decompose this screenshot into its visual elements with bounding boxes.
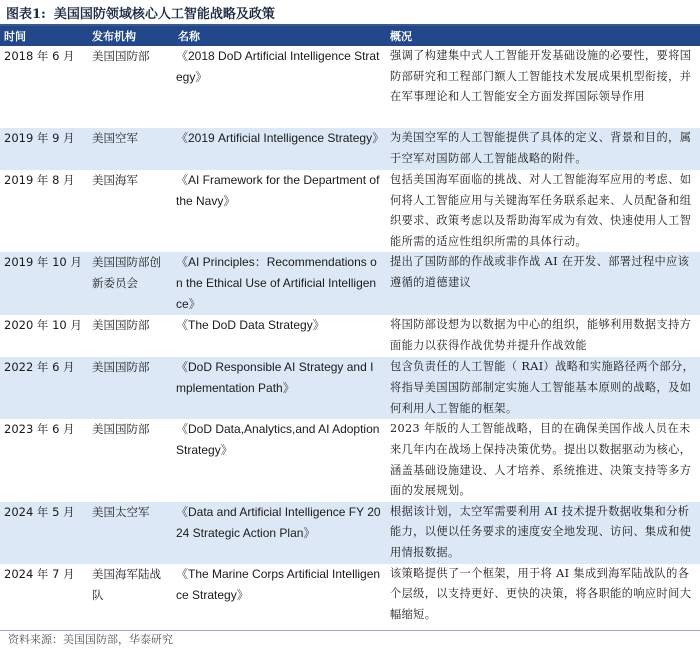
figure-title-bar	[0, 0, 700, 26]
row-time: 2023 年 6 月	[4, 422, 75, 437]
row-desc: 该策略提供了一个框架，用于将 AI 集成到海军陆战队的各个层级，以支持更好、更快的决策，将各职能的响应时间大幅缩短。	[390, 566, 692, 621]
source-note: 资料来源：美国国防部，华泰研究	[0, 630, 700, 649]
row-desc: 包含负责任的人工智能（ RAI）战略和实施路径两个部分，将指导美国国防部制定实施人工智能基本原则的战略，及如何利用人工智能的框架。	[390, 360, 695, 415]
row-org: 美国国防部	[92, 49, 150, 63]
row-time: 2024 年 5 月	[4, 504, 75, 519]
table-row	[0, 564, 700, 626]
figure-title: 美国国防领域核心人工智能战略及政策	[53, 6, 275, 22]
row-org: 美国海军	[92, 173, 138, 187]
table-row	[0, 170, 700, 252]
row-name: 《2018 DoD Artificial Intelligence Strategy》	[176, 49, 380, 84]
row-name: 《DoD Data,Analytics,and AI Adoption Strategy》	[176, 422, 380, 458]
row-org: 美国国防部	[92, 422, 150, 437]
row-desc: 强调了构建集中式人工智能开发基础设施的必要性，要将国防部研究和工程部门额人工智能技术发展成果机型衔接，并在军事理论和人工智能安全方面发挥国际领导作用	[390, 49, 692, 104]
row-time: 2022 年 6 月	[4, 360, 75, 375]
table-header-row	[0, 26, 700, 46]
header-time: 时间	[4, 30, 26, 43]
table-row	[0, 419, 700, 501]
row-desc: 为美国空军的人工智能提供了具体的定义、背景和目的，属于空军对国防部人工智能战略的附件。	[390, 131, 692, 165]
row-name: 《2019 Artificial Intelligence Strategy》	[176, 131, 385, 145]
row-name: 《Data and Artificial Intelligence FY 2024 Strategic Action Plan》	[176, 504, 381, 540]
header-name: 名称	[178, 30, 200, 43]
header-org: 发布机构	[92, 30, 136, 43]
row-org: 美国空军	[92, 131, 138, 145]
table-row	[0, 46, 700, 128]
row-name: 《AI Principles：Recommendations on the Ethical Use of Artificial Intelligence》	[176, 255, 377, 312]
table-row	[0, 502, 700, 564]
row-time: 2019 年 8 月	[4, 173, 75, 187]
header-desc: 概况	[390, 30, 412, 43]
row-desc: 提出了国防部的作战或非作战 AI 在开发、部署过程中应该遵循的道德建议	[390, 255, 690, 289]
table-row	[0, 357, 700, 419]
strategy-table	[0, 26, 700, 626]
figure-label: 图表1:	[6, 6, 46, 22]
row-org: 美国太空军	[92, 504, 150, 519]
row-org: 美国国防部	[92, 360, 150, 375]
row-time: 2019 年 9 月	[4, 131, 75, 145]
row-desc: 2023 年版的人工智能战略，目的在确保美国作战人员在未来几年内在战场上保持决策优势。提出以数据驱动为核心，涵盖基础设施建设、人才培养、系统推进、决策支持等多方面的发展规划。	[390, 422, 692, 498]
row-org: 美国国防部	[92, 318, 150, 333]
row-time: 2019 年 10 月	[4, 255, 82, 270]
table-row	[0, 128, 700, 170]
row-name: 《AI Framework for the Department of the Navy》	[176, 173, 380, 208]
row-desc: 将国防部设想为以数据为中心的组织，能够利用数据支持方面能力以获得作战优势并提升作战效能	[390, 318, 692, 352]
row-time: 2020 年 10 月	[4, 318, 82, 333]
table-row	[0, 252, 700, 315]
row-desc: 根据该计划，太空军需要利用 AI 技术提升数据收集和分析能力，以便以任务要求的速度安全地发现、访问、集成和使用情报数据。	[390, 504, 692, 559]
row-name: 《The Marine Corps Artificial Intelligence Strategy》	[176, 566, 381, 602]
row-org: 美国国防部创新委员会	[92, 255, 161, 291]
table-row	[0, 315, 700, 357]
row-desc: 包括美国海军面临的挑战、对人工智能海军应用的考虑、如何将人工智能应用与关键海军任务联系起来、人员配备和组织要求、政策考虑以及帮助海军成为有效、快速使用人工智能所需的适应性组织所需的具体行动。	[390, 173, 692, 248]
row-time: 2024 年 7 月	[4, 566, 75, 581]
row-org: 美国海军陆战队	[92, 566, 161, 602]
row-name: 《DoD Responsible AI Strategy and Implementation Path》	[176, 360, 374, 396]
row-name: 《The DoD Data Strategy》	[176, 318, 325, 333]
row-time: 2018 年 6 月	[4, 49, 75, 63]
